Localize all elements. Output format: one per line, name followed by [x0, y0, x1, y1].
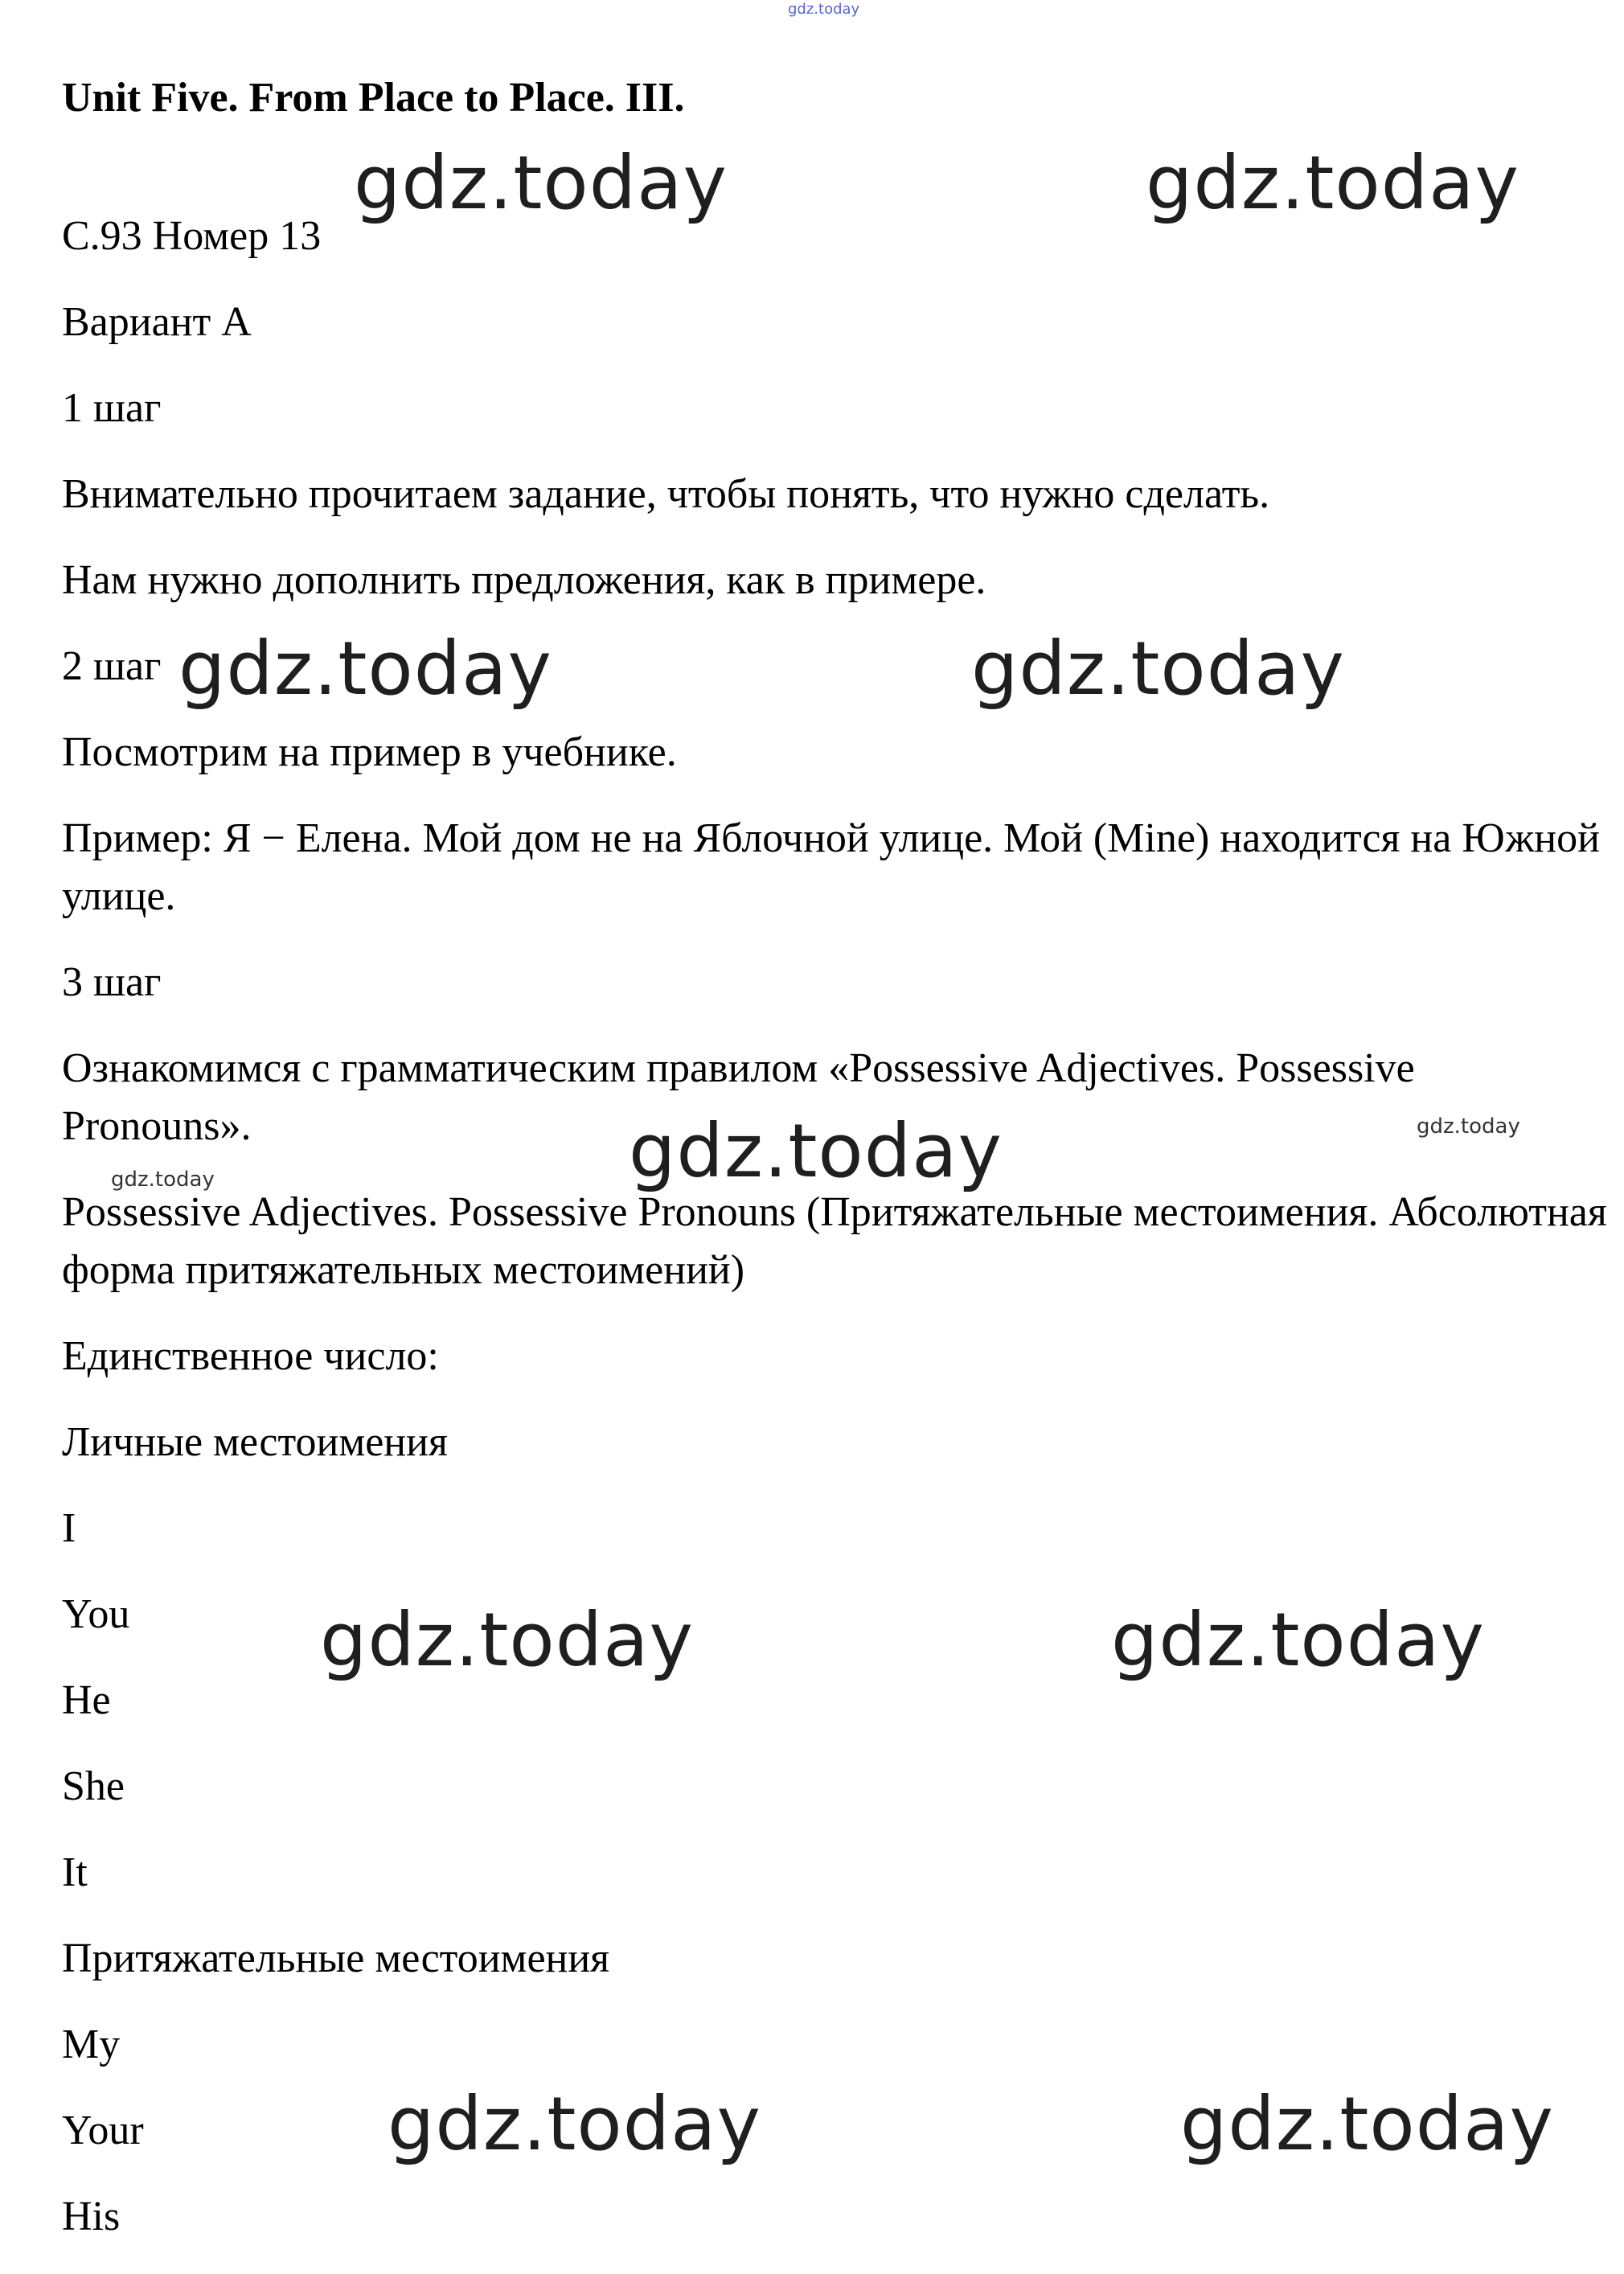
- step-3-label: 3 шаг: [62, 959, 162, 1005]
- personal-pronoun-item: It: [62, 1849, 88, 1895]
- watermark: gdz.today: [1180, 2081, 1554, 2167]
- possessive-adjective-item: My: [62, 2022, 121, 2067]
- watermark-small: gdz.today: [111, 1168, 215, 1192]
- personal-pronouns-label: Личные местоимения: [62, 1419, 448, 1465]
- possessive-adjective-item: His: [62, 2194, 121, 2239]
- page-title: Unit Five. From Place to Place. III.: [62, 75, 685, 121]
- personal-pronoun-item: He: [62, 1677, 111, 1723]
- possessive-adjective-item: Your: [62, 2108, 144, 2153]
- variant-label: Вариант А: [62, 299, 252, 345]
- watermark: gdz.today: [388, 2081, 761, 2167]
- watermark: gdz.today: [1146, 140, 1519, 226]
- personal-pronoun-item: She: [62, 1763, 125, 1809]
- watermark: gdz.today: [354, 140, 728, 226]
- watermark: gdz.today: [971, 626, 1345, 712]
- step-2-label: 2 шаг: [62, 643, 162, 689]
- possessive-label: Притяжательные местоимения: [62, 1935, 610, 1981]
- watermark: gdz.today: [178, 626, 552, 712]
- step-1-label: 1 шаг: [62, 385, 162, 431]
- watermark-top: gdz.today: [788, 1, 860, 18]
- example-text: Пример: Я − Елена. Мой дом не на Яблочной улице. Мой (Mine) находится на Южной улице.: [62, 815, 1600, 919]
- watermark-small: gdz.today: [1417, 1114, 1520, 1139]
- personal-pronoun-item: I: [62, 1505, 76, 1551]
- step-1-text-1: Внимательно прочитаем задание, чтобы понять, что нужно сделать.: [62, 471, 1270, 517]
- personal-pronoun-item: You: [62, 1591, 130, 1637]
- step-2-text: Посмотрим на пример в учебнике.: [62, 729, 677, 775]
- step-3-text: Ознакомимся с грамматическим правилом «Possessive Adjectives. Possessive Pronouns».: [62, 1045, 1415, 1149]
- singular-label: Единственное число:: [62, 1333, 439, 1379]
- page-reference: С.93 Номер 13: [62, 213, 322, 259]
- step-1-text-2: Нам нужно дополнить предложения, как в примере.: [62, 557, 986, 603]
- watermark: gdz.today: [1111, 1597, 1485, 1683]
- watermark: gdz.today: [320, 1597, 694, 1683]
- watermark: gdz.today: [629, 1108, 1003, 1194]
- rule-heading: Possessive Adjectives. Possessive Pronouns (Притяжательные местоимения. Абсолютная форма притяжательных местоимений): [62, 1189, 1607, 1293]
